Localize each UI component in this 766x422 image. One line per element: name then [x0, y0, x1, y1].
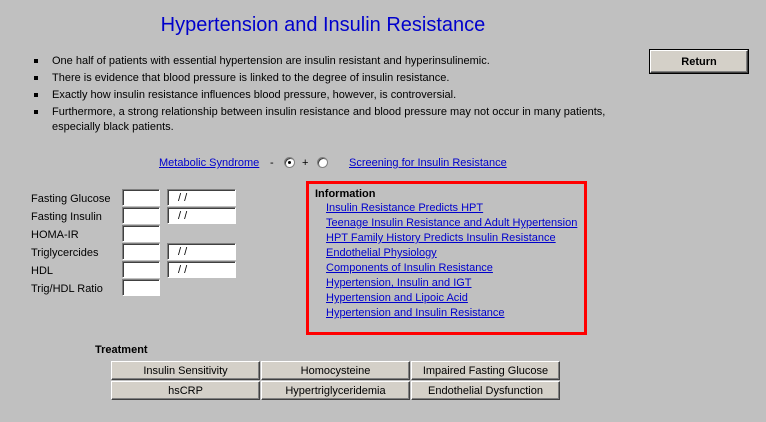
bullet-item	[34, 71, 624, 86]
bullet-square-icon	[34, 76, 38, 80]
bullet-text: Exactly how insulin resistance influences blood pressure, however, is controversial.	[52, 89, 457, 101]
homocysteine-button[interactable]: Homocysteine	[261, 361, 410, 380]
toggle-plus: +	[302, 157, 309, 169]
info-link-hypertension-insulin-resistance[interactable]: Hypertension and Insulin Resistance	[326, 307, 505, 319]
fasting-glucose-label: Fasting Glucose	[31, 193, 111, 205]
trig-hdl-ratio-input[interactable]	[122, 279, 160, 296]
bullet-item	[34, 54, 624, 69]
trig-hdl-ratio-label: Trig/HDL Ratio	[31, 283, 103, 295]
screening-radio[interactable]	[317, 157, 328, 168]
info-link-insulin-resistance-predicts-hpt[interactable]: Insulin Resistance Predicts HPT	[326, 202, 484, 214]
homa-ir-input[interactable]	[122, 225, 160, 242]
info-link-components-insulin-resistance[interactable]: Components of Insulin Resistance	[326, 262, 493, 274]
insulin-sensitivity-button[interactable]: Insulin Sensitivity	[111, 361, 260, 380]
info-link-hypertension-lipoic-acid[interactable]: Hypertension and Lipoic Acid	[326, 292, 468, 304]
treatment-heading: Treatment	[95, 344, 148, 356]
homa-ir-label: HOMA-IR	[31, 229, 79, 241]
fasting-insulin-label: Fasting Insulin	[31, 211, 102, 223]
info-link-hypertension-insulin-igt[interactable]: Hypertension, Insulin and IGT	[326, 277, 472, 289]
hdl-label: HDL	[31, 265, 54, 277]
fasting-insulin-input[interactable]	[122, 207, 160, 224]
hypertriglyceridemia-button[interactable]: Hypertriglyceridemia	[261, 381, 410, 400]
info-link-teenage-insulin-resistance[interactable]: Teenage Insulin Resistance and Adult Hypertension	[326, 217, 578, 229]
bullet-list	[34, 54, 624, 137]
metabolic-syndrome-radio[interactable]	[284, 157, 295, 168]
hdl-input[interactable]	[122, 261, 160, 278]
info-link-endothelial-physiology[interactable]: Endothelial Physiology	[326, 247, 437, 259]
bullet-square-icon	[34, 110, 38, 114]
bullet-text: There is evidence that blood pressure is linked to the degree of insulin resistance.	[52, 72, 450, 84]
metabolic-syndrome-link[interactable]: Metabolic Syndrome	[159, 157, 260, 169]
hdl-date[interactable]	[167, 261, 236, 278]
impaired-fasting-glucose-button[interactable]: Impaired Fasting Glucose	[411, 361, 560, 380]
bullet-item	[34, 88, 624, 103]
bullet-text: One half of patients with essential hypertension are insulin resistant and hyperinsulinemic.	[52, 55, 490, 67]
endothelial-dysfunction-button[interactable]: Endothelial Dysfunction	[411, 381, 560, 400]
fasting-glucose-input[interactable]	[122, 189, 160, 206]
triglycerides-date[interactable]	[167, 243, 236, 260]
fasting-insulin-date[interactable]	[167, 207, 236, 224]
triglycerides-input[interactable]	[122, 243, 160, 260]
return-button[interactable]: Return	[650, 50, 748, 73]
hscrp-button[interactable]: hsCRP	[111, 381, 260, 400]
bullet-square-icon	[34, 59, 38, 63]
info-link-hpt-family-history[interactable]: HPT Family History Predicts Insulin Resistance	[326, 232, 556, 244]
toggle-dash: -	[270, 157, 274, 169]
page-title: Hypertension and Insulin Resistance	[160, 14, 486, 36]
bullet-item	[34, 105, 624, 135]
bullet-text: Furthermore, a strong relationship between insulin resistance and blood pressure may not occur in many patients, especially black patients.	[52, 106, 606, 133]
screening-link[interactable]: Screening for Insulin Resistance	[349, 157, 507, 169]
information-heading: Information	[315, 188, 376, 200]
bullet-square-icon	[34, 93, 38, 97]
fasting-glucose-date[interactable]	[167, 189, 236, 206]
triglycerides-label: Triglycercides	[31, 247, 99, 259]
